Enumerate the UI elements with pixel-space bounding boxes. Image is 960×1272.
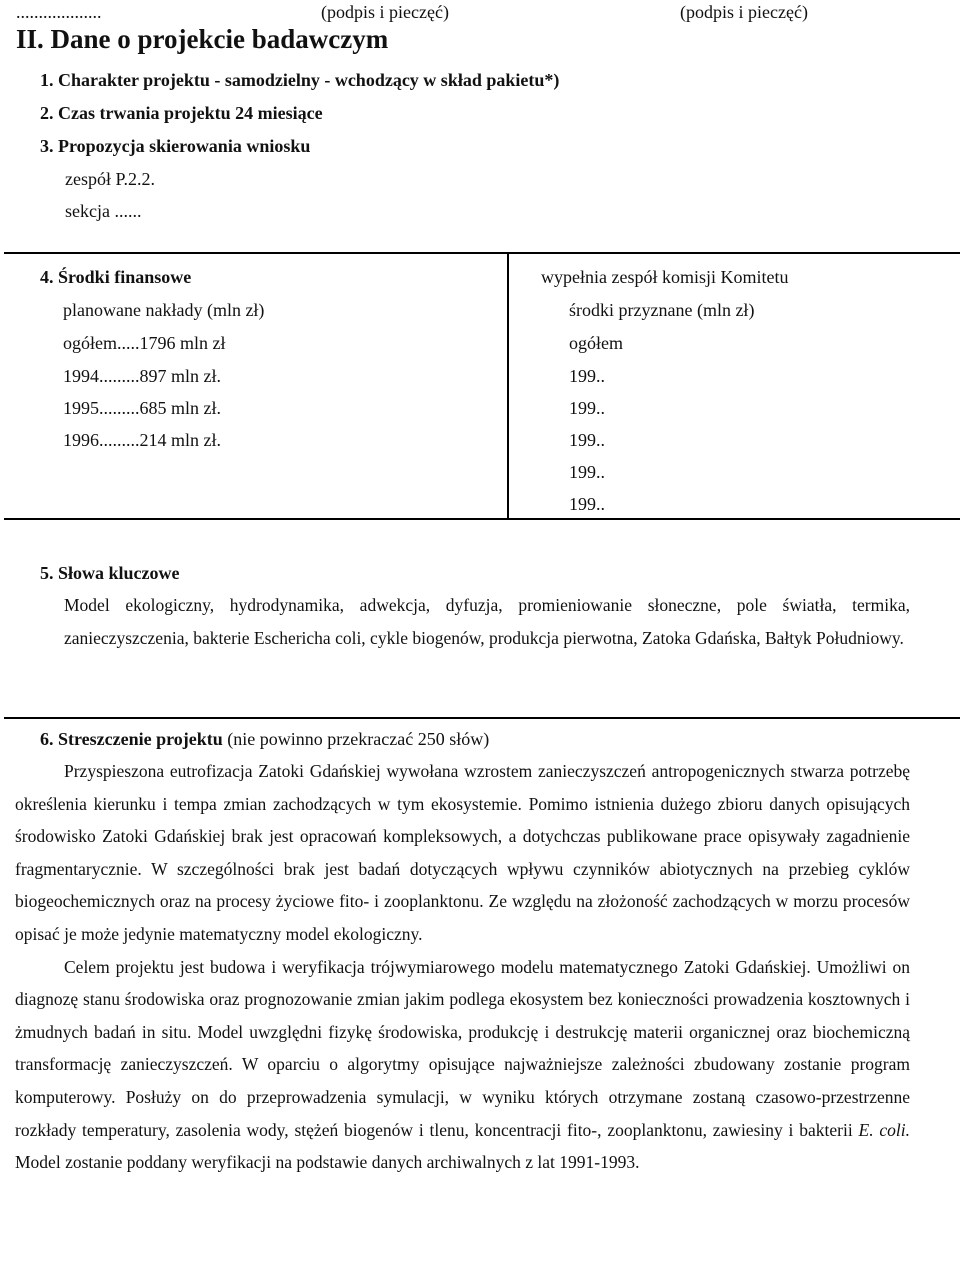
summary-title: Streszczenie projektu — [58, 729, 223, 749]
planned-1996: 1996.........214 mln zł. — [63, 430, 221, 450]
keywords-text: Model ekologiczny, hydrodynamika, adwekcja, dyfuzja, promieniowanie słoneczne, pole światła, termika, zanieczyszczenia, bakterie Eschericha coli, cykle biogenów, produkcja pierwotna, Zatoka Gdańska, Bałtyk Południowy. — [64, 595, 910, 648]
project-section: sekcja ...... — [65, 201, 142, 221]
planned-1995: 1995.........685 mln zł. — [63, 398, 221, 418]
summary-paragraph-2-main: Celem projektu jest budowa i weryfikacja trójwymiarowego modelu matematycznego Zatoki Gdańskiej. Umożliwi on diagnozę stanu środowiska oraz prognozowanie zmian jakim podlega ekosystem bez konieczności prowadzenia kosztownych i żmudnych badań in situ. Model uwzględni fizykę środowiska, produkcję i destrukcję materii organicznej oraz biochemiczną transformację zanieczyszczeń. W oparciu o algorytmy opisujące najważniejsze zależności zbudowany zostanie program komputerowy. Posłuży on do przeprowadzenia symulacji, w wyniku których otrzymane zostaną czasowo-przestrzenne rozkłady temperatury, zasolenia wody, stężeń biogenów i tlenu, koncentracji fito-, zooplanktonu, zawiesiny i bakterii — [15, 956, 910, 1140]
keywords-bottom-rule — [4, 717, 960, 719]
granted-total: ogółem — [569, 333, 623, 353]
finance-bottom-rule — [4, 518, 960, 520]
project-proposal: 3. Propozycja skierowania wniosku — [40, 136, 311, 156]
planned-label: planowane nakłady (mln zł) — [63, 300, 265, 320]
finance-divider — [507, 252, 509, 520]
finance-top-rule — [4, 252, 960, 254]
planned-1994: 1994.........897 mln zł. — [63, 366, 221, 386]
summary-paragraph-2-end: Model zostanie poddany weryfikacji na podstawie danych archiwalnych z lat 1991-1993. — [15, 1152, 640, 1173]
summary-number: 6. — [40, 729, 54, 749]
granted-year-2: 199.. — [569, 398, 605, 418]
summary-heading — [40, 729, 489, 750]
keywords-heading: 5. Słowa kluczowe — [40, 563, 180, 583]
summary-note: (nie powinno przekraczać 250 słów) — [227, 729, 490, 749]
granted-year-5: 199.. — [569, 494, 605, 514]
summary-body — [15, 755, 910, 1179]
finance-heading-text: 4. Środki finansowe — [40, 267, 192, 287]
granted-year-4: 199.. — [569, 462, 605, 482]
project-character: 1. Charakter projektu - samodzielny - wchodzący w skład pakietu*) — [40, 70, 560, 90]
project-team: zespół P.2.2. — [65, 169, 155, 189]
granted-year-3: 199.. — [569, 430, 605, 450]
committee-heading: wypełnia zespół komisji Komitetu — [541, 267, 789, 287]
ecoli-name: E. coli. — [858, 1119, 910, 1140]
signature-label-right: (podpis i pieczęć) — [680, 2, 808, 22]
summary-paragraph-1: Przyspieszona eutrofizacja Zatoki Gdańskiej wywołana wzrostem zanieczyszczeń antropogenicznych stwarza potrzebę określenia kierunku i tempa zmian zachodzących w tym ekosystemie. Pomimo istnienia dużego zbioru danych opisujących środowisko Zatoki Gdańskiej brak jest opracowań kompleksowych, a dotychczas publikowane prace opisywały zagadnienie fragmentarycznie. W szczególności brak jest badań dotyczących wpływu czynników abiotycznych na przebieg cyklów biogeochemicznych oraz na procesy życiowe fito- i zooplanktonu. Ze względu na złożoność zachodzących w morzu procesów opisać je może jedynie matematyczny model ekologiczny. — [15, 761, 910, 944]
finance-heading — [40, 267, 191, 288]
planned-total: ogółem.....1796 mln zł — [63, 333, 226, 353]
granted-year-1: 199.. — [569, 366, 605, 386]
section-title: II. Dane o projekcie badawczym — [16, 24, 389, 54]
signature-dots: ................... — [16, 2, 102, 22]
project-duration: 2. Czas trwania projektu 24 miesiące — [40, 103, 323, 123]
granted-label: środki przyznane (mln zł) — [569, 300, 755, 320]
summary-paragraph-2 — [15, 951, 910, 1179]
signature-label-left: (podpis i pieczęć) — [321, 2, 449, 22]
